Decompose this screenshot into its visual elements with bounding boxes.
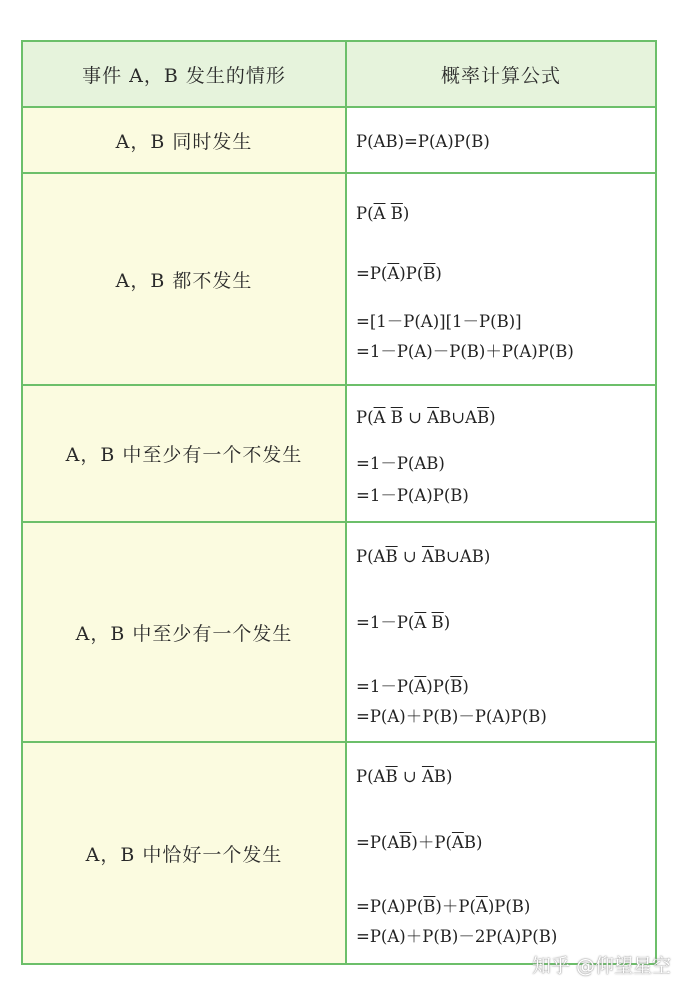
formula-text: ) (489, 408, 496, 427)
formula-line (356, 703, 547, 727)
table-row (22, 385, 656, 522)
formula-text: B∪A (439, 408, 477, 427)
watermark: 知乎 @仰望星空 (532, 955, 672, 977)
formula-line (356, 923, 557, 947)
complement-symbol: $\overline{B}$ (390, 204, 403, 223)
formula-cell (346, 107, 656, 173)
formula-text: ) (462, 677, 469, 696)
complement-symbol: $\overline{A}$ (421, 767, 434, 786)
formula-line (356, 450, 445, 474)
formula-text: B∪AB) (433, 547, 491, 566)
formula-line (356, 204, 409, 223)
formula-text: =1－P(A)－P(B)＋P(A)P(B) (356, 342, 574, 361)
formula-text: =P(A)＋P(B)－P(A)P(B) (356, 707, 547, 726)
table-row (22, 107, 656, 173)
table-row (22, 742, 656, 964)
formula-line (356, 408, 496, 427)
event-case-label: A，B 都不发生 (115, 269, 253, 292)
formula-text: =P(A)＋P(B)－2P(A)P(B) (356, 927, 558, 946)
complement-symbol: $\overline{A}$ (414, 677, 427, 696)
table-row (22, 173, 656, 385)
formula-line (356, 673, 469, 697)
formula-cell (346, 742, 656, 964)
formula-line (356, 829, 482, 853)
formula-text: =P(A)P( (356, 897, 424, 916)
formula-text: P( (356, 408, 374, 427)
complement-symbol: $\overline{A}$ (451, 833, 464, 852)
formula-text: ) (443, 613, 451, 632)
complement-symbol: $\overline{B}$ (390, 408, 403, 427)
complement-symbol: $\overline{A}$ (475, 897, 488, 916)
formula-text: )＋P( (411, 833, 452, 852)
complement-symbol: $\overline{B}$ (476, 408, 490, 427)
formula-text: P(AB)=P(A)P(B) (356, 132, 490, 151)
probability-formula-table (21, 40, 657, 965)
formula-line (356, 482, 469, 506)
formula-text: )P( (426, 677, 451, 696)
formula-text: ) (435, 264, 442, 283)
formula-text: =1－P(AB) (356, 454, 445, 473)
event-case-label: A，B 同时发生 (115, 130, 253, 153)
complement-symbol: $\overline{A}$ (427, 408, 440, 427)
complement-symbol: $\overline{B}$ (423, 897, 436, 916)
event-case-label: A，B 中至少有一个发生 (75, 622, 293, 645)
formula-text: ∪ (402, 408, 428, 427)
complement-symbol: $\overline{B}$ (431, 613, 444, 632)
formula-line (356, 767, 452, 786)
formula-text: B) (433, 767, 453, 786)
complement-symbol: $\overline{B}$ (385, 547, 398, 566)
formula-text: =P( (356, 264, 388, 283)
formula-text: ∪ (397, 547, 422, 566)
formula-text: P( (356, 204, 374, 223)
event-case-label: A，B 中至少有一个不发生 (65, 444, 303, 466)
formula-text: )P(B) (487, 897, 531, 916)
formula-text: =1－P( (356, 613, 415, 632)
formula-line (356, 264, 442, 283)
header-probability-formula: 概率计算公式 (346, 41, 656, 107)
formula-text: =P(A (356, 833, 400, 852)
formula-text: ) (402, 204, 410, 223)
formula-cell (346, 522, 656, 742)
formula-line (356, 132, 490, 151)
formula-text: =1－P(A)P(B) (356, 486, 469, 505)
complement-symbol: $\overline{A}$ (421, 547, 434, 566)
formula-line (356, 338, 574, 362)
formula-text: =1－P( (356, 677, 415, 696)
formula-text: B) (463, 833, 483, 852)
formula-line (356, 547, 490, 566)
complement-symbol: $\overline{A}$ (414, 613, 427, 632)
complement-symbol: $\overline{B}$ (450, 677, 463, 696)
header-event-case: 事件 A，B 发生的情形 (22, 41, 346, 107)
formula-text: =[1－P(A)][1－P(B)] (356, 312, 522, 331)
complement-symbol: $\overline{B}$ (423, 264, 436, 283)
formula-cell (346, 173, 656, 385)
event-case-label: A，B 中恰好一个发生 (85, 843, 283, 866)
formula-text: )P( (399, 264, 424, 283)
complement-symbol: $\overline{A}$ (387, 264, 400, 283)
complement-symbol: $\overline{A}$ (373, 204, 386, 223)
complement-symbol: $\overline{A}$ (373, 408, 386, 427)
formula-text: P(A (356, 547, 386, 566)
formula-line (356, 609, 450, 633)
formula-cell (346, 385, 656, 522)
formula-line (356, 893, 530, 917)
formula-line (356, 308, 522, 332)
formula-text: )＋P( (435, 897, 476, 916)
complement-symbol: $\overline{B}$ (399, 833, 412, 852)
table-header-row (22, 41, 656, 107)
formula-text: P(A (356, 767, 386, 786)
formula-text: ∪ (397, 767, 422, 786)
table-row (22, 522, 656, 742)
complement-symbol: $\overline{B}$ (385, 767, 398, 786)
